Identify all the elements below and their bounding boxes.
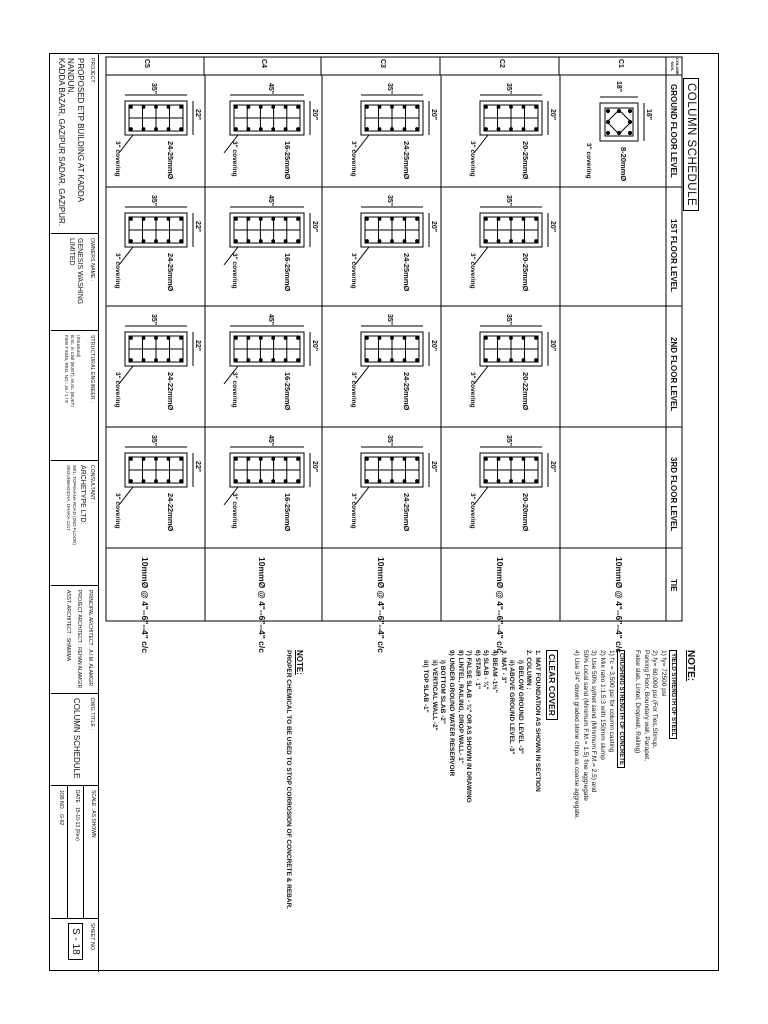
section-cover-label: 3" covering — [350, 141, 357, 177]
section-rebar-label: 8-20mmØ — [619, 147, 628, 182]
section-c4-level-3 — [212, 427, 322, 542]
scale-label: SCALE : AS SHOWN — [90, 790, 96, 838]
section-c5-level-3 — [95, 427, 205, 542]
section-depth-label: 20" — [311, 340, 318, 352]
cover-block — [421, 650, 562, 870]
crushing-lines-item: 50% Local sand (Minimum F.M.= 1.5) fine aggregate — [581, 650, 589, 801]
cover-lines-item: 2. COLUMN : — [525, 650, 533, 690]
cover-lines-item: iii) TOP SLAB -1" — [422, 660, 430, 713]
row-label-c4: C4 — [260, 59, 267, 68]
section-c3-level-0 — [331, 75, 441, 190]
crushing-lines-item: 2) Mix ratio 1:1.5:3 with 150mm slump — [599, 650, 607, 760]
tb-sheet-no — [51, 919, 98, 972]
section-cover-label: 3" covering — [469, 253, 476, 289]
section-depth-label: 20" — [549, 221, 556, 233]
project-value — [56, 58, 85, 229]
principal-architect — [84, 590, 95, 689]
asst-architect — [62, 590, 73, 689]
crushing-lines-item: 4) Use 3/4" down graded stone chips as coarse aggregate. — [573, 650, 581, 820]
level-header-ground: GROUND FLOOR LEVEL — [669, 84, 678, 178]
section-cover-label: 3" covering — [350, 493, 357, 529]
level-header-3rd: 3RD FLOOR LEVEL — [669, 457, 678, 532]
section-depth-label: 20" — [311, 221, 318, 233]
cover-lines-item: 9) UNDER GROUND WATER RESERVOIR — [448, 650, 456, 777]
section-cover-label: 3" covering — [350, 372, 357, 408]
row-label-c1: C1 — [617, 59, 624, 68]
section-depth-label: 20" — [430, 109, 437, 121]
section-c2-level-0 — [450, 75, 560, 190]
project-label: PROJECT : — [89, 58, 95, 86]
section-width-label: 45" — [267, 195, 274, 207]
tie-spec-c2: 10mmØ @ 4"--6"--4" c/c — [495, 557, 505, 653]
dwg-label: DWG.TITLE : — [89, 698, 95, 731]
section-rebar-label: 24-25mmØ — [166, 141, 175, 180]
note2-text: PROPER CHEMICAL TO BE USED TO STOP CORROSION OF CONCRETE & REBAR. — [285, 650, 292, 910]
section-rebar-label: 24-22mmØ — [166, 493, 175, 532]
section-cover-label: 3" covering — [469, 141, 476, 177]
section-cover-label: 3" covering — [231, 493, 238, 529]
section-c3-level-3 — [331, 427, 441, 542]
column-nos-header — [670, 58, 680, 75]
structural-line-1: (Structural) — [76, 335, 81, 358]
section-c5-level-2 — [95, 306, 205, 421]
dwg-value: COLUMN SCHEDULE — [72, 698, 81, 779]
principal-label: PRINCIPAL ARCHITECT : — [87, 590, 93, 649]
asst-arch-label: ASST. ARCHITECT : — [65, 590, 71, 637]
section-cover-label: 3" covering — [114, 493, 121, 529]
section-depth-label: 22" — [194, 461, 201, 473]
tie-spec-c3: 10mmØ @ 4"--6"--4" c/c — [376, 557, 386, 653]
job-label: JOB NO. : G-92 — [58, 790, 64, 826]
notes-block — [572, 650, 696, 850]
cover-lines-item: 3. MAT - 3" — [499, 650, 507, 684]
note-heading: NOTE: — [685, 650, 696, 682]
column-header-line-1: COLUMN — [675, 58, 680, 76]
yield-lines-item: False slab, Lintel, Dropwall, Railing) — [634, 650, 642, 754]
section-rebar-label: 24-25mmØ — [402, 493, 411, 532]
section-depth-label: 18" — [615, 81, 622, 93]
section-depth-label: 20" — [430, 461, 437, 473]
section-rebar-label: 16-25mmØ — [283, 493, 292, 532]
date-label: DATE : 15-10-13 (Rev) — [74, 790, 80, 841]
section-cover-label: 3" covering — [585, 143, 592, 179]
drawing-sheet — [49, 53, 719, 971]
tie-spec-c5: 10mmØ @ 4"--6"--4" c/c — [140, 557, 150, 653]
section-cover-label: 3" covering — [231, 141, 238, 177]
section-depth-label: 20" — [430, 221, 437, 233]
section-width-label: 45" — [267, 435, 274, 447]
section-c4-level-2 — [212, 306, 322, 421]
cover-lines-item: 6) STAIR - 1" — [473, 650, 481, 690]
principal-value: A.I.M. ALAMGIR — [87, 649, 93, 687]
crushing-lines — [572, 650, 615, 850]
section-c2-level-3 — [450, 427, 560, 542]
section-cover-label: 3" covering — [231, 372, 238, 408]
cover-lines-item: i) BELOW GROUND LEVEL -3" — [516, 660, 524, 754]
section-c1-level-0 — [556, 75, 666, 190]
scale-cell — [83, 786, 98, 918]
section-cover-label: 3" covering — [114, 372, 121, 408]
section-width-label: 35" — [150, 314, 157, 326]
tb-drawing-title — [51, 694, 98, 786]
asst-arch-value: SHAMIMA — [65, 637, 71, 662]
yield-lines — [633, 650, 667, 850]
section-cover-label: 3" covering — [350, 253, 357, 289]
section-drawing — [556, 75, 666, 190]
row-label-c2: C2 — [498, 59, 505, 68]
structural-label: STRUCTURAL ENGINEER : — [89, 335, 95, 403]
tb-consultant — [51, 461, 98, 586]
yield-heading: YIELD STRENGTH OF STEEL — [669, 650, 677, 739]
project-architect — [73, 590, 84, 689]
section-depth-label: 20" — [549, 340, 556, 352]
cover-lines-item: 1. MAT FOUNDATION AS SHOWN IN SECTION — [534, 650, 541, 792]
section-rebar-label: 16-25mmØ — [283, 141, 292, 180]
section-rebar-label: 20-25mmØ — [521, 141, 530, 180]
section-width-label: 35" — [505, 195, 512, 207]
crushing-lines-item: 1) f'c = 3,500 psi for column casting — [607, 650, 615, 753]
cover-lines-item: 7) FALSE SLAB - ¾" OR AS SHOWN IN DRAWING — [465, 650, 473, 803]
crushing-heading: CRUSHING STRENGTH OF CONCRETE — [617, 650, 625, 768]
consultant-line-1: 30/1, TOPKHANA ROAD (2ND FLOOR) — [71, 465, 77, 545]
cover-lines-item: ii) ABOVE GROUND LEVEL -3" — [508, 660, 516, 755]
tb-scale-date — [51, 786, 98, 919]
section-width-label: 35" — [150, 435, 157, 447]
section-cover-label: 3" covering — [469, 372, 476, 408]
section-rebar-label: 20-20mmØ — [521, 493, 530, 532]
yield-lines-item: Parking Floor, Boundary wall, Parapet, — [642, 650, 650, 761]
rotated-drawing — [50, 54, 720, 972]
section-width-label: 35" — [150, 195, 157, 207]
column-header-line-2: NOS. — [670, 61, 675, 72]
yield-lines-item: 1) fy= 72500 psi — [660, 650, 667, 697]
yield-lines-item: 2) fy= 60,000 psi (For Ties,Stirrup, — [651, 650, 659, 749]
section-cover-label: 3" covering — [469, 493, 476, 529]
crushing-lines-item: 3) Use 50% sylhet sand (Minimum F.M.= 2.5) and — [590, 650, 598, 793]
job-cell — [52, 786, 67, 918]
row-label-c3: C3 — [379, 59, 386, 68]
section-cover-label: 3" covering — [114, 141, 121, 177]
section-rebar-label: 20-25mmØ — [521, 253, 530, 292]
cover-lines-item: i) BOTTOM SLAB -2" — [439, 660, 447, 724]
section-depth-label: 20" — [430, 340, 437, 352]
section-c5-level-0 — [95, 75, 205, 190]
section-width-label: 35" — [386, 195, 393, 207]
section-width-label: 45" — [267, 314, 274, 326]
section-width-label: 45" — [267, 83, 274, 95]
section-depth-label: 20" — [311, 109, 318, 121]
section-rebar-label: 24-22mmØ — [166, 372, 175, 411]
row-label-c5: C5 — [143, 59, 150, 68]
tb-architects — [51, 586, 98, 694]
cover-lines — [421, 650, 541, 870]
sheet-label: SHEET NO. — [89, 923, 95, 952]
section-c2-level-1 — [450, 187, 560, 302]
tb-owner — [51, 234, 98, 331]
section-c2-level-2 — [450, 306, 560, 421]
section-depth-label: 22" — [194, 109, 201, 121]
section-rebar-label: 20-22mmØ — [521, 372, 530, 411]
note2-heading: NOTE: — [295, 650, 304, 675]
owner-label: OWNERS NAME : — [89, 238, 95, 282]
structural-line-2: B.Sc. in Civil (BUET), M.Sc. (BUET) — [70, 335, 76, 407]
section-depth-label: 22" — [194, 340, 201, 352]
level-header-tie: TIE — [669, 579, 678, 592]
consultant-value: ARCHETYPE LTD. — [79, 465, 86, 525]
section-width-label: 35" — [505, 314, 512, 326]
section-c3-level-1 — [331, 187, 441, 302]
section-cover-label: 3" covering — [114, 253, 121, 289]
sheet-value: S - 18 — [68, 923, 83, 960]
cover-lines-item: ii) VERTICAL WALL -2" — [430, 660, 438, 731]
section-rebar-label: 24-25mmØ — [402, 372, 411, 411]
section-depth-label: 22" — [194, 221, 201, 233]
section-width-label: 18" — [645, 109, 652, 121]
level-header-1st: 1ST FLOOR LEVEL — [669, 219, 678, 292]
section-depth-label: 20" — [311, 461, 318, 473]
section-depth-label: 20" — [549, 109, 556, 121]
section-rebar-label: 24-25mmØ — [166, 253, 175, 292]
project-line-1: PROPOSED ETP BUILDING AT KADDA NANDUN, — [66, 58, 85, 202]
structural-line-3: FIEB # 8345, REG. NO.: 34 / 1 / 8 — [64, 335, 70, 403]
section-rebar-label: 16-25mmØ — [283, 253, 292, 292]
project-arch-label: PROJECT ARCHITECT : — [76, 590, 82, 646]
tie-spec-c1: 10mmØ @ 4"--6"--4" c/c — [614, 557, 624, 653]
owner-value: GENESIS WASHING LIMITED — [67, 238, 83, 305]
level-header-2nd: 2ND FLOOR LEVEL — [669, 337, 678, 412]
section-width-label: 35" — [505, 435, 512, 447]
section-rebar-label: 16-25mmØ — [283, 372, 292, 411]
section-c3-level-2 — [331, 306, 441, 421]
cover-heading: CLEAR COVER — [546, 650, 558, 720]
cover-lines-item: 4) BEAM -1½" — [491, 650, 499, 693]
consultant-address — [65, 465, 77, 581]
section-c4-level-0 — [212, 75, 322, 190]
project-arch-value: REHAN ALAMGIR — [76, 647, 82, 689]
cover-lines-item: 5) SLAB - ¾" — [482, 650, 490, 690]
cover-lines-item: 8) LINTEL, RAILING, DROP WALL- 1" — [456, 650, 464, 764]
section-cover-label: 3" covering — [231, 253, 238, 289]
section-width-label: 35" — [386, 435, 393, 447]
tie-spec-c4: 10mmØ @ 4"--6"--4" c/c — [257, 557, 267, 653]
tb-project — [51, 54, 98, 234]
section-width-label: 35" — [386, 314, 393, 326]
schedule-title: COLUMN SCHEDULE — [683, 78, 699, 211]
section-rebar-label: 24-25mmØ — [402, 141, 411, 180]
section-width-label: 35" — [505, 83, 512, 95]
section-width-label: 35" — [386, 83, 393, 95]
note2-block — [285, 650, 304, 970]
section-width-label: 35" — [150, 83, 157, 95]
consultant-label: CONSULTANT : — [89, 465, 95, 504]
structural-value — [63, 335, 81, 456]
section-rebar-label: 24-25mmØ — [402, 253, 411, 292]
consultant-line-2: SEGUNBAGICHA, DHAKA-1217 — [65, 465, 71, 531]
tb-structural — [51, 331, 98, 461]
project-line-2: KADDA BAZAR, GAZIPUR SADAR, GAZIPUR. — [56, 58, 66, 227]
date-cell — [67, 786, 83, 918]
section-c4-level-1 — [212, 187, 322, 302]
section-depth-label: 20" — [549, 461, 556, 473]
section-c5-level-1 — [95, 187, 205, 302]
